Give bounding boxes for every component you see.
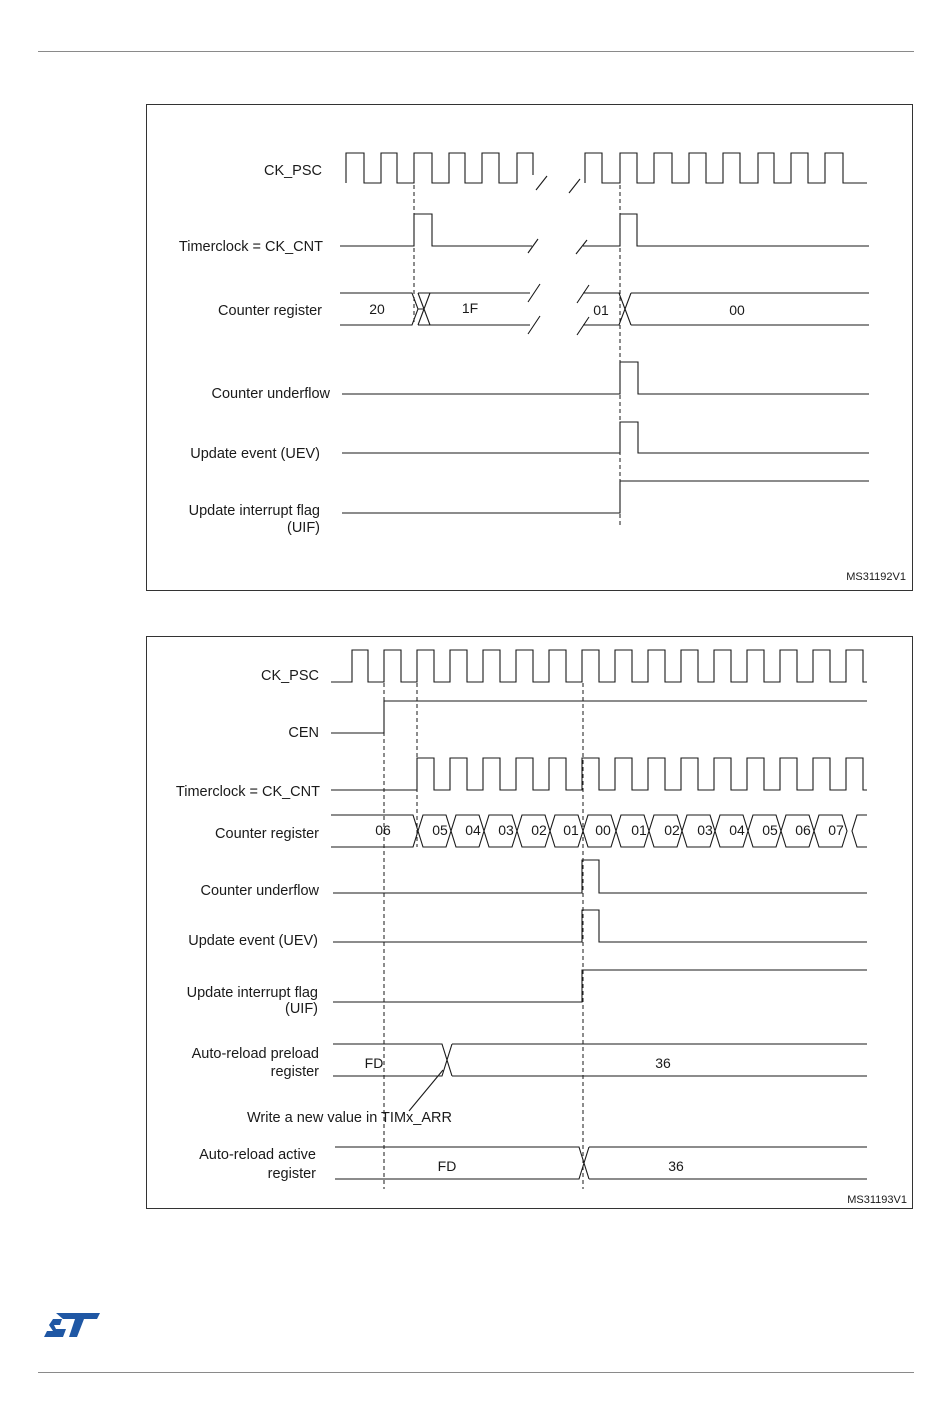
arr-active-bus [335,1147,584,1179]
timing-diagram-arr-preload [146,636,913,1209]
uif-label-line1: Update interrupt flag [186,985,318,1001]
ck-psc-label: CK_PSC [263,163,322,179]
footer-rule [38,1372,914,1373]
figure-reference-id: MS31192V1 [846,571,906,583]
counter-underflow-label: Counter underflow [200,883,319,899]
uif-label-line2: (UIF) [286,520,320,536]
arr-active-value: FD [437,1158,457,1174]
arr-preload-label-line1: Auto-reload preload [191,1046,319,1062]
counter-value: 03 [498,822,514,838]
break-mark [576,240,587,254]
ck-psc-label: CK_PSC [260,668,319,684]
counter-bus [625,293,631,325]
timerclock-label: Timerclock = CK_CNT [175,784,320,800]
figure-reference-id: MS31193V1 [847,1194,907,1206]
arr-preload-value: 36 [655,1055,671,1071]
timerclock-label: Timerclock = CK_CNT [178,239,323,255]
counter-value: 01 [563,822,579,838]
counter-value: 05 [432,822,448,838]
break-mark [536,176,547,190]
arr-preload-label-line2: register [270,1064,319,1080]
counter-underflow-waveform [333,860,867,893]
cen-label: CEN [288,725,319,741]
counter-value: 05 [762,822,778,838]
timing-diagram-prescaler-1 [146,104,913,591]
write-arr-annotation: Write a new value in TIMx_ARR [247,1110,452,1126]
counter-bus-segment [852,815,867,847]
counter-value: 1F [461,300,479,316]
uif-label-line1: Update interrupt flag [188,503,320,519]
counter-underflow-waveform [342,362,869,394]
update-event-label: Update event (UEV) [190,446,320,462]
counter-value: 04 [729,822,745,838]
st-logo-svg [44,1312,100,1338]
break-mark [569,179,580,193]
uif-label-line2: (UIF) [284,1001,318,1017]
ck-psc-waveform [331,650,867,682]
counter-underflow-label: Counter underflow [211,386,330,402]
timing-diagram-2-svg [147,637,914,1210]
arr-active-value: 36 [668,1158,684,1174]
counter-value: 00 [595,822,611,838]
counter-value: 03 [697,822,713,838]
counter-value: 06 [375,822,391,838]
counter-value: 02 [531,822,547,838]
timing-diagram-1-svg [147,105,914,592]
counter-register-label: Counter register [215,826,319,842]
ck-psc-waveform [346,153,533,183]
arr-active-bus [584,1147,867,1179]
timerclock-waveform [340,214,532,246]
uif-waveform [333,970,867,1002]
update-event-waveform [333,910,867,942]
arr-active-label-line2: register [267,1166,316,1182]
arr-active-label-line1: Auto-reload active [199,1147,316,1163]
break-mark [577,317,589,335]
counter-value: 00 [729,302,745,318]
update-event-waveform [342,422,869,453]
counter-value: 01 [593,302,609,318]
header-rule [38,51,914,52]
counter-register-label: Counter register [218,303,322,319]
counter-value: 01 [631,822,647,838]
counter-value: 02 [664,822,680,838]
uif-waveform [342,481,869,513]
update-event-label: Update event (UEV) [188,933,318,949]
cen-waveform [331,701,867,733]
ck-psc-waveform-resume [585,153,867,183]
counter-value: 06 [795,822,811,838]
counter-value: 07 [828,822,844,838]
counter-value: 20 [369,301,385,317]
arr-preload-bus [333,1044,447,1076]
counter-value: 04 [465,822,481,838]
timerclock-waveform-resume [583,214,869,246]
timerclock-waveform [331,758,867,790]
break-mark [577,285,589,303]
arr-preload-value: FD [364,1055,384,1071]
